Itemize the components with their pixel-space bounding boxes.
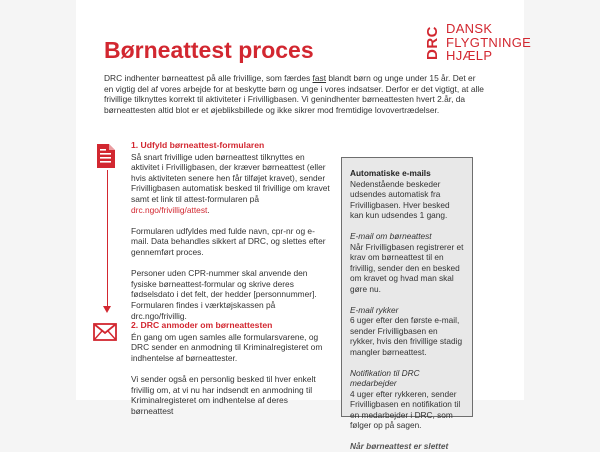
- sidebar-intro: Nedenstående beskeder udsendes automatisk fra Frivilligbasen. Hver besked kan kun udsendes 1 gang.: [350, 178, 450, 220]
- sidebar-email-text: 6 uger efter den første e-mail, sender Frivilligbasen en rykker, hvis den frivillige stadig mangler børneattest.: [350, 315, 463, 357]
- attest-form-link[interactable]: drc.ngo/frivillig/attest: [131, 204, 208, 215]
- sidebar-cutoff-heading: Når børneattest er slettet: [350, 441, 449, 451]
- logo-line: DANSK: [446, 21, 493, 36]
- step-heading: 2. DRC anmoder om børneattesten: [131, 320, 273, 330]
- arrow-down-icon: [103, 306, 111, 313]
- step-paragraph: Én gang om ugen samles alle formularsvarene, og DRC sender en anmodning til Kriminalregisteret om indhentelse af børneattester.: [131, 331, 323, 363]
- step-paragraph: Personer uden CPR-nummer skal anvende den fysiske børneattest-formular og skrive deres fødselsdato i det felt, der hedder [personnummer]. Formularen findes i værktøjskassen på drc.ngo/frivillig.: [131, 268, 317, 321]
- automatic-emails-box: [341, 157, 473, 451]
- process-connector-line: [107, 170, 108, 310]
- envelope-icon: [93, 323, 117, 346]
- logo-mark: DRC: [424, 26, 441, 60]
- step-heading: 1. Udfyld børneattest-formularen: [131, 140, 265, 150]
- intro-paragraph: DRC indhenter børneattest på alle frivillige, som færdes fast blandt børn og unge under 15 år. Det er en vigtig del af vores arbejde for at beskytte børn og unge i vores indsatser. Derfor er det vigtigt, at alle frivillige tilknyttes korrekt til aktiviteter i Frivilligbasen. Vi genindhenter børneattesten hvert 2.år, da børneattesten altid blot er et øjebliksbillede og ikke sikrer mod fremtidige lovovertrædelser.: [104, 73, 484, 115]
- sidebar-email-heading: Notifikation til DRC medarbejder: [350, 367, 420, 388]
- step-2: [131, 320, 331, 427]
- sidebar-email-text: Når Frivilligbasen registrerer et krav om børneattest til en frivillig, sender den en besked om kravet og hvad man skal gøre nu.: [350, 241, 464, 294]
- sidebar-title: Automatiske e-mails: [350, 168, 431, 178]
- underlined-word: fast: [312, 73, 327, 83]
- document-icon: [95, 143, 117, 174]
- logo-line: HJÆLP: [446, 48, 493, 63]
- document-page: [76, 0, 532, 451]
- sidebar-email-heading: E-mail om børneattest: [350, 231, 432, 241]
- step-1: [131, 140, 331, 332]
- step-paragraph: Vi sender også en personlig besked til hver enkelt frivillig om, at vi nu har indsendt en anmodning til Kriminalregisteret om indhentelse af deres børneattest: [131, 373, 316, 416]
- logo-wordmark: [446, 22, 531, 63]
- logo-line: FLYGTNINGE: [446, 34, 532, 50]
- sidebar-email-heading: E-mail rykker: [350, 304, 399, 315]
- step-paragraph: Formularen udfyldes med fulde navn, cpr-nr og e-mail. Data behandles sikkert af DRC, og slettes efter gennemført proces.: [131, 225, 326, 257]
- step-paragraph: Så snart frivillige uden børneattest tilknyttes en aktivitet i Frivilligbasen, der kræver børneattest (eller hvis aktiviteten senere hen får tilføjet kravet), sender Frivilligbasen automatisk besked til frivillige om kravet samt et link til attest-formularen på drc.ngo/frivillig/attest.: [131, 151, 330, 215]
- sidebar-email-text: 4 uger efter rykkeren, sender Frivilligbasen en notifikation til en medarbejder i DRC, som følger op på sagen.: [350, 388, 461, 430]
- page-title: Børneattest proces: [104, 37, 314, 63]
